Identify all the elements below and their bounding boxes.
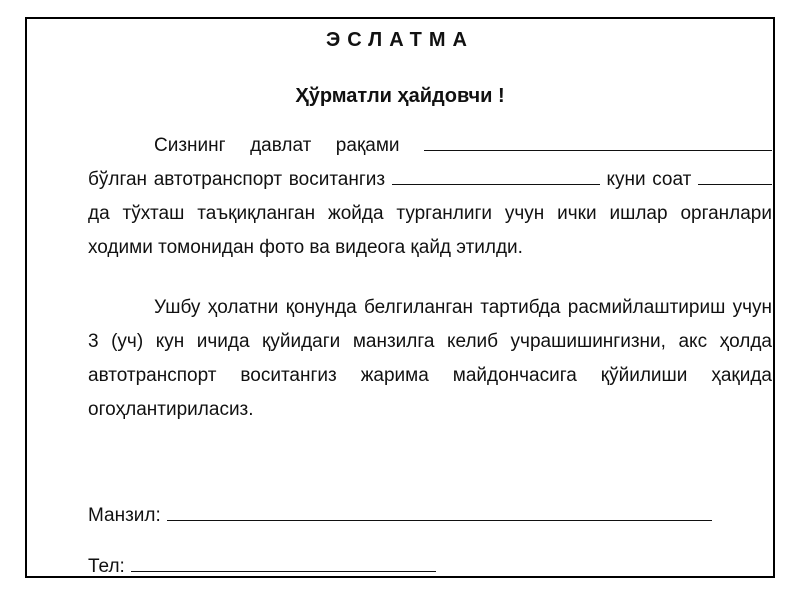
address-field [88, 501, 712, 531]
plate-number-blank [424, 132, 772, 151]
paragraph-violation [88, 129, 772, 265]
phone-label: Тел: [88, 556, 125, 577]
paragraph-1-part-1: Сизнинг давлат рақами [154, 135, 400, 156]
time-blank [698, 166, 772, 185]
address-label: Манзил: [88, 505, 161, 526]
paragraph-1-part-2: бўлган автотранспорт воситангиз [88, 169, 386, 190]
paragraph-1-part-3: куни соат [606, 169, 692, 190]
notice-title: ЭСЛАТМА [326, 29, 474, 51]
paragraph-2-text: Ушбу ҳолатни қонунда белгиланган тартибда расмийлаштириш учун 3 (уч) кун ичида қуйидаги манзилга келиб учрашишингизни, акс ҳолда автотранспорт воситангиз жарима майдончасига қўйилиши ҳақида огоҳлантириласиз. [88, 297, 772, 420]
notice-card [25, 17, 775, 578]
paragraph-1-part-4: да тўхташ таъқиқланган жойда турганлиги учун ички ишлар органлари ходими томонидан фото ва видеога қайд этилди. [88, 203, 772, 258]
salutation: Ҳўрматли ҳайдовчи ! [295, 85, 505, 107]
address-blank-line [167, 502, 712, 521]
phone-field [88, 552, 436, 582]
phone-blank-line [131, 553, 436, 572]
date-blank [392, 166, 600, 185]
paragraph-instructions [88, 291, 772, 427]
